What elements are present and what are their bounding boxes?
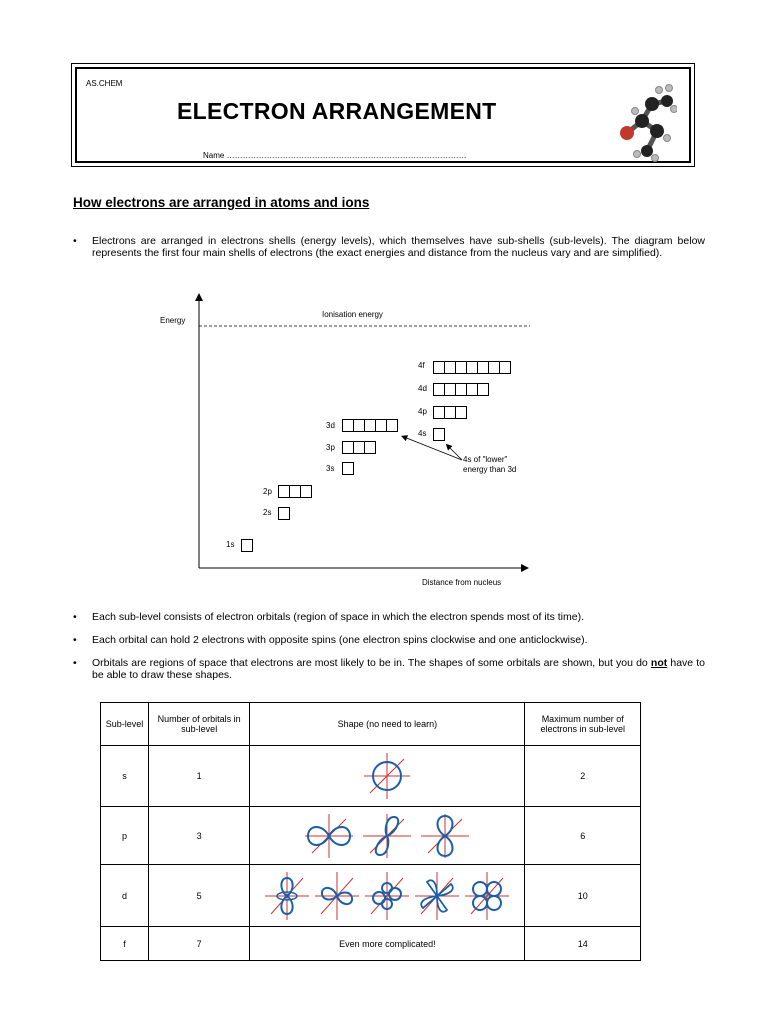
cell-sublevel: s [101, 746, 149, 807]
cell-max: 2 [525, 746, 641, 807]
sublevel-label-4f: 4f [418, 361, 425, 370]
sublevel-label-1s: 1s [226, 540, 235, 549]
py-orbital-icon [360, 811, 414, 861]
table-row [101, 807, 641, 865]
sublevel-label-4d: 4d [418, 384, 427, 393]
table-row [101, 865, 641, 927]
orbital-boxes-2s [278, 507, 289, 520]
bullet-icon: • [73, 657, 77, 669]
sublevel-label-4p: 4p [418, 407, 427, 416]
orbital-boxes-3d [342, 419, 397, 432]
sublevel-label-2s: 2s [263, 508, 272, 517]
course-label: AS.CHEM [86, 79, 123, 88]
px-orbital-icon [302, 811, 356, 861]
cell-max: 14 [525, 927, 641, 961]
orbital-boxes-4s [433, 428, 444, 441]
bullet-icon: • [73, 235, 77, 247]
section-heading: How electrons are arranged in atoms and ions [73, 195, 370, 210]
cell-sublevel: d [101, 865, 149, 927]
dyz-orbital-icon [363, 870, 411, 922]
table-row [101, 927, 641, 961]
annotation-label: 4s of "lower" energy than 3d [463, 455, 517, 474]
y-axis-label: Energy [160, 316, 186, 325]
bullet-orbital-shapes-text: Orbitals are regions of space that electrons are most likely to be in. The shapes of some orbitals are shown, but you do not have to be able to draw these shapes. [92, 657, 705, 681]
bullet-icon: • [73, 611, 77, 623]
cell-max: 6 [525, 807, 641, 865]
sublevel-label-4s: 4s [418, 429, 427, 438]
sublevel-label-3d: 3d [326, 421, 335, 430]
sublevel-label-3s: 3s [326, 464, 335, 473]
bullet-sublevel [73, 611, 705, 623]
cell-shape [250, 746, 525, 807]
orbital-boxes-4d [433, 383, 488, 396]
cell-orbitals: 7 [149, 927, 250, 961]
name-field[interactable]: Name ……………………………………………………………………………… [203, 151, 467, 160]
cell-sublevel: f [101, 927, 149, 961]
cell-shape [250, 865, 525, 927]
table-row [101, 746, 641, 807]
dx2y2-orbital-icon [463, 870, 511, 922]
bullet-orbital-capacity-text: Each orbital can hold 2 electrons with opposite spins (one electron spins clockwise and one anticlockwise). [92, 634, 588, 646]
s-orbital-icon [360, 749, 414, 803]
dxz-orbital-icon [313, 870, 361, 922]
table-header-row [101, 703, 641, 746]
cell-max: 10 [525, 865, 641, 927]
sublevel-label-3p: 3p [326, 443, 335, 452]
page-title: ELECTRON ARRANGEMENT [177, 98, 497, 124]
emphasis-not: not [650, 657, 668, 669]
header-sublevel: Sub-level [101, 703, 149, 746]
sublevel-label-2p: 2p [263, 487, 272, 496]
bullet-sublevel-text: Each sub-level consists of electron orbitals (region of space in which the electron spends most of its time). [92, 611, 584, 623]
orbital-boxes-3p [342, 441, 375, 454]
cell-sublevel: p [101, 807, 149, 865]
dxy-orbital-icon [413, 870, 461, 922]
bullet-orbital-shapes [73, 657, 705, 681]
bullet-icon: • [73, 634, 77, 646]
dz2-orbital-icon [263, 870, 311, 922]
orbital-table [100, 702, 641, 961]
x-axis-label: Distance from nucleus [422, 578, 502, 587]
intro-bullet-text: Electrons are arranged in electrons shells (energy levels), which themselves have sub-shells (sub-levels). The diagram below represents the first four main shells of electrons (the exact energies and distance from the nucleus vary and are simplified). [92, 235, 705, 259]
orbital-boxes-4f [433, 361, 510, 374]
pz-orbital-icon [418, 811, 472, 861]
bullet-orbital-capacity [73, 634, 705, 646]
orbital-boxes-4p [433, 406, 466, 419]
ionisation-label: Ionisation energy [322, 310, 383, 319]
orbital-boxes-2p [278, 485, 311, 498]
cell-orbitals: 3 [149, 807, 250, 865]
cell-orbitals: 1 [149, 746, 250, 807]
header-max-electrons: Maximum number of electrons in sub-level [525, 703, 641, 746]
header-shape: Shape (no need to learn) [250, 703, 525, 746]
header-orbital-count: Number of orbitals in sub-level [149, 703, 250, 746]
cell-orbitals: 5 [149, 865, 250, 927]
annotation-arrow-4s [448, 446, 462, 460]
orbital-boxes-1s [241, 539, 252, 552]
cell-shape [250, 807, 525, 865]
orbital-boxes-3s [342, 462, 353, 475]
cell-shape: Even more complicated! [250, 927, 525, 961]
